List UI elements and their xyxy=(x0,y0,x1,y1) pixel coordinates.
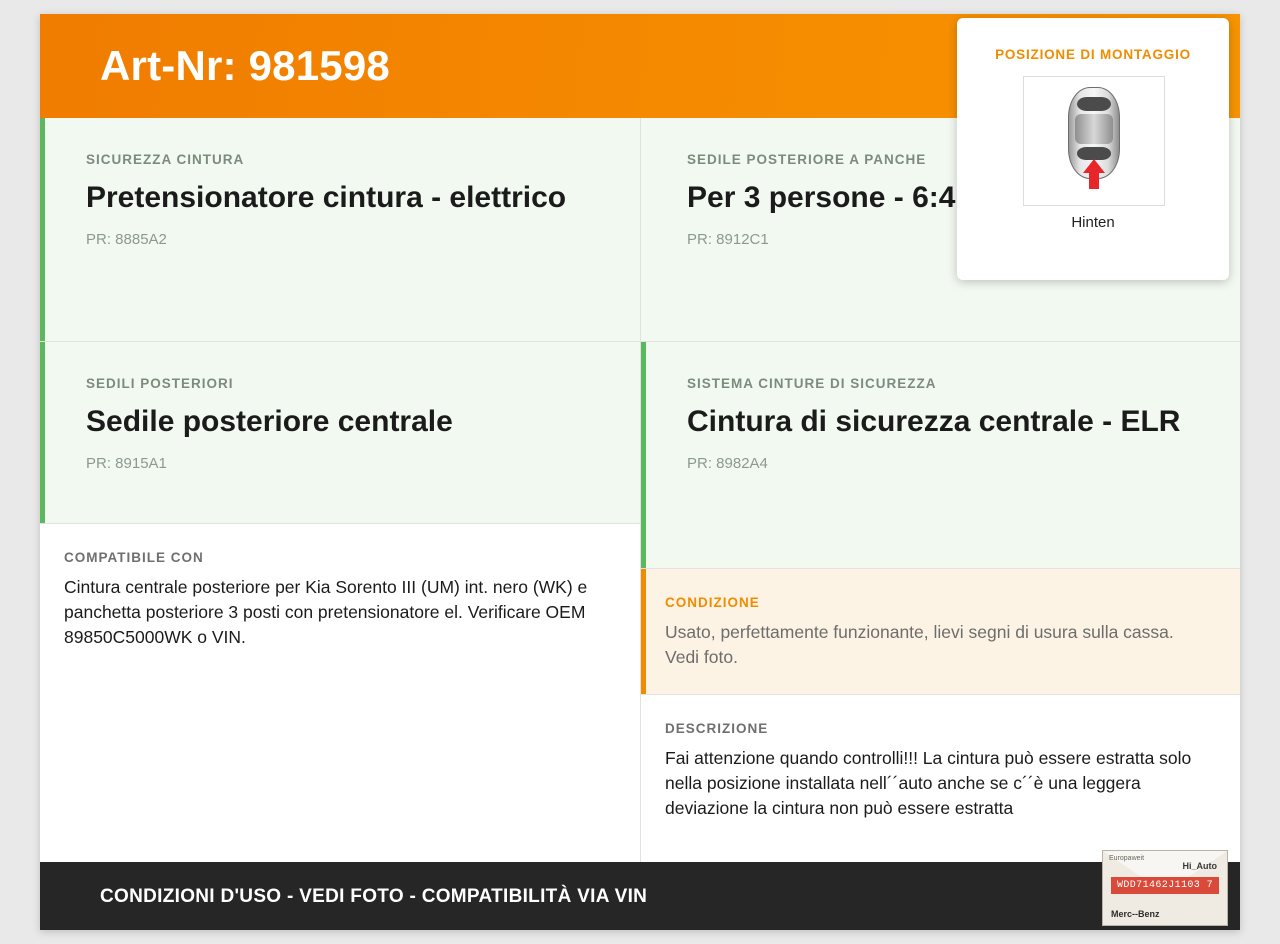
condition-section xyxy=(641,569,1240,695)
description-text: Fai attenzione quando controlli!!! La cintura può essere estratta solo nella posizione installata nell´´auto anche se c´´è una leggera deviazione la cintura non può essere estratta xyxy=(665,748,1192,818)
spec-cell-belt-safety xyxy=(40,118,640,342)
accent-bar xyxy=(641,569,646,694)
accent-bar xyxy=(40,342,45,523)
description-section xyxy=(641,695,1240,847)
spec-cell-rear-seats xyxy=(40,342,640,524)
spec-title: Per 3 persone - 6:4 xyxy=(687,181,956,214)
left-column xyxy=(40,118,640,862)
spec-eyebrow: SICUREZZA CINTURA xyxy=(86,152,245,167)
compatible-text: Cintura centrale posteriore per Kia Sorento III (UM) int. nero (WK) e panchetta posteriore 3 posti con pretensionatore el. Verificare OEM 89850C5000WK o VIN. xyxy=(64,577,588,647)
spec-eyebrow: SISTEMA CINTURE DI SICUREZZA xyxy=(687,376,937,391)
condition-eyebrow: CONDIZIONE xyxy=(665,595,760,610)
car-top-view-icon xyxy=(1068,87,1120,179)
description-eyebrow: DESCRIZIONE xyxy=(665,721,769,736)
stamp-top-left-text: Europaweit xyxy=(1109,855,1145,862)
spec-pr-code: PR: 8982A4 xyxy=(687,455,768,472)
mounting-position-image xyxy=(1023,76,1165,206)
mounting-position-label: Hinten xyxy=(1071,214,1115,231)
spec-pr-code: PR: 8885A2 xyxy=(86,231,167,248)
compatible-eyebrow: COMPATIBILE CON xyxy=(64,550,204,565)
spec-eyebrow: SEDILE POSTERIORE A PANCHE xyxy=(687,152,927,167)
compatible-with-section xyxy=(40,524,640,824)
stamp-top-right-text: Hi_Auto xyxy=(1182,861,1217,871)
accent-bar xyxy=(641,342,646,568)
condition-text: Usato, perfettamente funzionante, lievi segni di usura sulla cassa. Vedi foto. xyxy=(665,622,1174,667)
footer-bar xyxy=(40,855,1240,930)
mounting-position-card xyxy=(957,18,1229,280)
spec-title: Cintura di sicurezza centrale - ELR xyxy=(687,405,1181,438)
stamp-bottom-text: Merc--Benz xyxy=(1111,909,1160,919)
spec-cell-belt-system xyxy=(641,342,1240,569)
spec-pr-code: PR: 8912C1 xyxy=(687,231,769,248)
spec-title: Pretensionatore cintura - elettrico xyxy=(86,181,567,214)
spec-pr-code: PR: 8915A1 xyxy=(86,455,167,472)
vin-stamp-image xyxy=(1102,850,1228,926)
stamp-vin-band: WDD71462J1103 7 xyxy=(1111,877,1219,894)
product-sheet xyxy=(40,14,1240,930)
spec-eyebrow: SEDILI POSTERIORI xyxy=(86,376,234,391)
accent-bar xyxy=(40,118,45,341)
footer-text: CONDIZIONI D'USO - VEDI FOTO - COMPATIBILITÀ VIA VIN xyxy=(100,886,648,907)
spec-title: Sedile posteriore centrale xyxy=(86,405,453,438)
mounting-position-title: POSIZIONE DI MONTAGGIO xyxy=(995,47,1191,62)
page-title: Art-Nr: 981598 xyxy=(100,42,390,89)
